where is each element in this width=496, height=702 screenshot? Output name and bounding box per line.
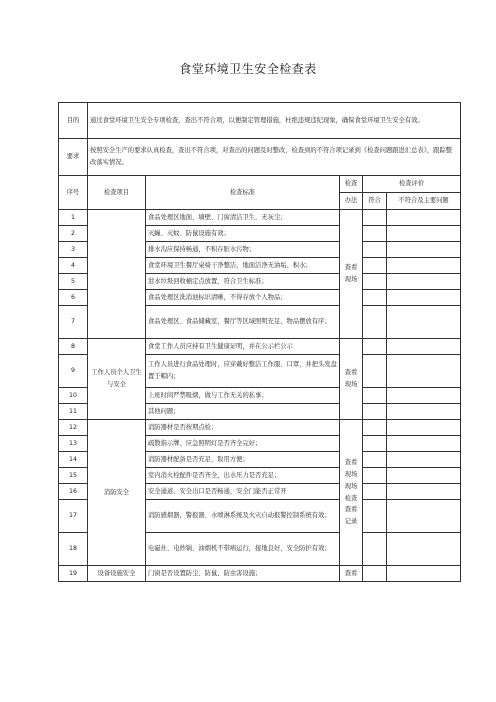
inspection-table [58, 102, 461, 582]
conform-cell[interactable] [363, 226, 387, 242]
check-method-line: 查看 [344, 506, 358, 514]
row-number: 1 [59, 210, 88, 226]
nonconform-cell[interactable] [387, 226, 461, 242]
purpose-text: 通过食堂环境卫生安全专项检查，查出不符合项，以便制定管理措施，杜绝违规违纪现象，确保食堂环境卫生安全有效。 [88, 103, 461, 139]
conform-cell[interactable] [363, 306, 387, 339]
conform-cell[interactable] [363, 420, 387, 436]
nonconform-cell[interactable] [387, 500, 461, 533]
nonconform-cell[interactable] [387, 306, 461, 339]
header-method-2: 办法 [340, 193, 363, 210]
requirement-text: 按照安全生产的要求认真检查，查出不符合项，对查出的问题及时整改，检查到的不符合项记录到《检查问题跟进汇总表》，跟踪整改落实情况。 [88, 139, 461, 176]
table-row [59, 339, 461, 355]
nonconform-cell[interactable] [387, 274, 461, 290]
row-number: 17 [59, 500, 88, 533]
conform-cell[interactable] [363, 290, 387, 306]
check-item: 消防安全 [88, 420, 146, 566]
check-standard: 消防感烟器，警报器、水喷淋系统及火灾自动报警控制系统有效； [146, 500, 340, 533]
check-standard: 食品处理区地面、墙壁、门窗清洁卫生，无灰尘； [146, 210, 340, 226]
check-standard: 消防器材配备是否充足，取用方便； [146, 452, 340, 468]
check-method-line: 查看 [344, 458, 358, 466]
check-standard: 上班时间严禁吸烟，做与工作无关的私事； [146, 388, 340, 404]
row-number: 15 [59, 468, 88, 484]
check-method-line: 现场 [344, 482, 358, 490]
requirement-row [59, 139, 461, 176]
check-standard: 工作人员进行食品处理时，应穿戴好整洁工作服、口罩，并把头发盘置于帽内； [146, 355, 340, 388]
row-number: 3 [59, 242, 88, 258]
nonconform-cell[interactable] [387, 388, 461, 404]
check-standard: 食品处理区洗消池标识清晰，不得存放个人物品； [146, 290, 340, 306]
check-item [88, 210, 146, 339]
check-method-line: 记录 [344, 518, 358, 526]
header-standard: 检查标准 [146, 176, 340, 210]
row-number: 11 [59, 404, 88, 420]
conform-cell[interactable] [363, 436, 387, 452]
nonconform-cell[interactable] [387, 420, 461, 436]
check-standard: 其他问题； [146, 404, 340, 420]
nonconform-cell[interactable] [387, 484, 461, 500]
conform-cell[interactable] [363, 404, 387, 420]
page-title: 食堂环境卫生安全检查表 [179, 62, 317, 76]
check-method [340, 339, 363, 420]
row-number: 2 [59, 226, 88, 242]
row-number: 16 [59, 484, 88, 500]
conform-cell[interactable] [363, 339, 387, 355]
check-standard: 食堂环境卫生餐厅桌椅干净整洁，地面洁净无油垢、积水； [146, 258, 340, 274]
row-number: 18 [59, 533, 88, 566]
conform-cell[interactable] [363, 468, 387, 484]
check-method [340, 210, 363, 339]
requirement-label: 要求 [59, 139, 88, 176]
nonconform-cell[interactable] [387, 436, 461, 452]
header-eval: 检查评价 [363, 176, 461, 193]
purpose-row [59, 103, 461, 139]
check-standard: 门窗是否设置防尘、防鼠、防虫害设施； [146, 566, 340, 582]
table-row [59, 420, 461, 436]
conform-cell[interactable] [363, 484, 387, 500]
check-standard: 食堂工作人员应持有卫生健康证明，并在公示栏公示 [146, 339, 340, 355]
header-method-1: 检查 [340, 176, 363, 193]
check-method [340, 566, 363, 582]
header-conform: 符合 [363, 193, 387, 210]
conform-cell[interactable] [363, 566, 387, 582]
check-method-line: 查看 [344, 369, 358, 377]
nonconform-cell[interactable] [387, 242, 461, 258]
purpose-label: 目的 [59, 103, 88, 139]
nonconform-cell[interactable] [387, 355, 461, 388]
check-standard: 灭蝇、灭蚊、防鼠设施有效； [146, 226, 340, 242]
check-method-line: 现场 [344, 276, 358, 283]
table-row [59, 210, 461, 226]
conform-cell[interactable] [363, 500, 387, 533]
table-row [59, 566, 461, 582]
check-standard: 电磁灶、电炒锅、油烟机不带病运行，接地良好，安全防护有效； [146, 533, 340, 566]
nonconform-cell[interactable] [387, 566, 461, 582]
check-standard: 室内消火栓配件是否齐全，出水压力是否充足； [146, 468, 340, 484]
check-method-line: 查看 [344, 569, 358, 577]
nonconform-cell[interactable] [387, 339, 461, 355]
conform-cell[interactable] [363, 242, 387, 258]
check-item: 工作人员个人卫生与安全 [88, 339, 146, 420]
nonconform-cell[interactable] [387, 533, 461, 566]
row-number: 10 [59, 388, 88, 404]
header-no: 序号 [59, 176, 88, 210]
check-standard: 安全通道、安全出口是否畅通，安全门能否正常开 [146, 484, 340, 500]
check-method-line: 查看 [344, 264, 358, 272]
check-method-line: 现场 [344, 470, 358, 478]
check-standard: 食品处理区、食品储藏室、餐厅等区域照明充足，物品摆放有序； [146, 306, 340, 339]
row-number: 14 [59, 452, 88, 468]
row-number: 13 [59, 436, 88, 452]
header-item: 检查项目 [88, 176, 146, 210]
conform-cell[interactable] [363, 258, 387, 274]
nonconform-cell[interactable] [387, 468, 461, 484]
check-method-line: 现场 [344, 381, 358, 388]
row-number: 7 [59, 306, 88, 339]
header-nonconform: 不符合及主要问题 [387, 193, 461, 210]
header-row [59, 176, 461, 193]
check-method [340, 420, 363, 566]
nonconform-cell[interactable] [387, 210, 461, 226]
conform-cell[interactable] [363, 388, 387, 404]
row-number: 19 [59, 566, 88, 582]
conform-cell[interactable] [363, 210, 387, 226]
conform-cell[interactable] [363, 274, 387, 290]
conform-cell[interactable] [363, 452, 387, 468]
row-number: 8 [59, 339, 88, 355]
nonconform-cell[interactable] [387, 258, 461, 274]
row-number: 6 [59, 290, 88, 306]
row-number: 5 [59, 274, 88, 290]
nonconform-cell[interactable] [387, 404, 461, 420]
check-method-line: 检查 [344, 494, 358, 502]
check-item: 设备设施安全 [88, 566, 146, 582]
conform-cell[interactable] [363, 355, 387, 388]
check-standard: 消防器材是否按期点检； [146, 420, 340, 436]
check-standard: 泔水垃圾回收桶定点放置，符合卫生标准； [146, 274, 340, 290]
row-number: 9 [59, 355, 88, 388]
conform-cell[interactable] [363, 533, 387, 566]
row-number: 4 [59, 258, 88, 274]
check-standard: 疏散指示牌、应急照明灯是否齐全完好； [146, 436, 340, 452]
nonconform-cell[interactable] [387, 290, 461, 306]
row-number: 12 [59, 420, 88, 436]
nonconform-cell[interactable] [387, 452, 461, 468]
check-standard: 排水沟应保持畅通，不积存脏水污物； [146, 242, 340, 258]
